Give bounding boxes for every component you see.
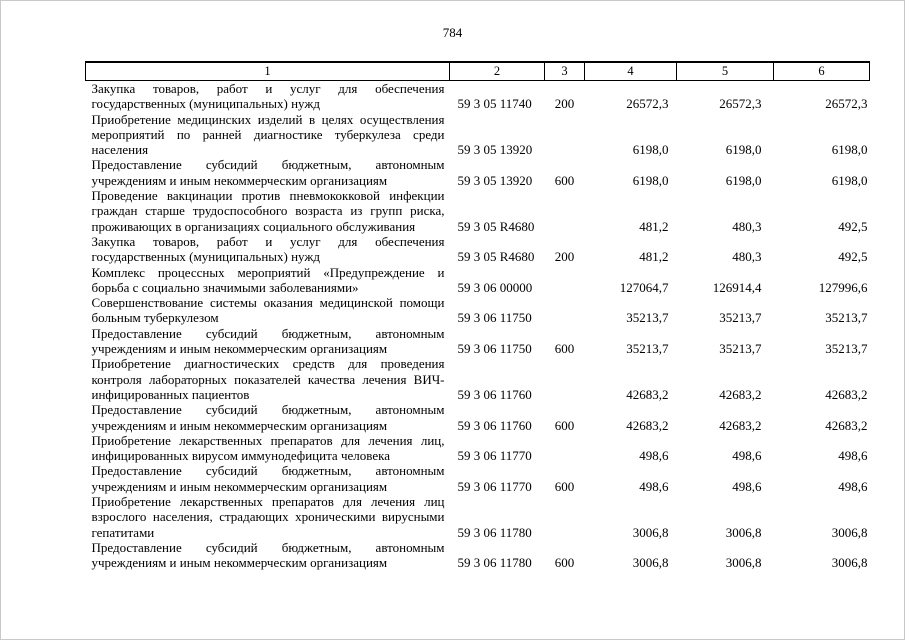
cell-budget-code: 59 3 05 11740 [457,96,532,112]
table-header [86,62,870,81]
table-body [86,81,870,571]
table-row [86,540,870,571]
cell-budget-code: 59 3 05 R4680 [457,218,535,234]
cell-amount-col4: 127064,7 [619,279,669,295]
cell-expense-type [545,112,585,158]
cell-amount-col4: 6198,0 [632,142,669,158]
column-header-4: 4 [585,62,677,81]
cell-description: Предоставление субсидий бюджетным, автономным учреждениям и иным некоммерческим организациям [91,539,445,571]
cell-amount-col5: 35213,7 [719,341,762,357]
cell-amount-col6: 3006,8 [831,524,868,540]
cell-amount-col4: 481,2 [639,249,669,265]
table-header-row [86,62,870,81]
cell-amount-col5: 498,6 [732,448,762,464]
cell-expense-type: 600 [554,341,575,357]
table-row [86,463,870,494]
cell-amount-col5: 498,6 [732,478,762,494]
cell-amount-col6: 6198,0 [831,172,868,188]
cell-budget-code: 59 3 06 11760 [457,386,532,402]
table-row [86,188,870,234]
cell-budget-code: 59 3 06 11780 [457,555,532,571]
cell-expense-type: 600 [554,172,575,188]
cell-amount-col6: 492,5 [838,218,868,234]
cell-amount-col5: 6198,0 [725,172,762,188]
cell-budget-code: 59 3 05 R4680 [457,249,535,265]
cell-amount-col4: 498,6 [639,478,669,494]
cell-budget-code: 59 3 06 11760 [457,417,532,433]
table-row [86,157,870,188]
cell-amount-col4: 6198,0 [632,172,669,188]
cell-amount-col6: 498,6 [838,478,868,494]
cell-amount-col4: 3006,8 [632,555,669,571]
table-row [86,81,870,112]
table-row [86,265,870,296]
cell-expense-type: 600 [554,478,575,494]
cell-amount-col5: 126914,4 [712,279,762,295]
cell-amount-col6: 492,5 [838,249,868,265]
cell-amount-col6: 3006,8 [831,555,868,571]
cell-amount-col4: 26572,3 [626,96,669,112]
cell-description: Приобретение лекарственных препаратов для лечения лиц взрослого населения, страдающих хроническими вирусными гепатитами [91,494,445,540]
cell-description: Проведение вакцинации против пневмококковой инфекции граждан старше трудоспособного возраста из групп риска, проживающих в организациях социального обслуживания [91,188,445,234]
cell-description: Предоставление субсидий бюджетным, автономным учреждениям и иным некоммерческим организациям [91,157,445,188]
cell-amount-col6: 6198,0 [831,142,868,158]
cell-budget-code: 59 3 06 11750 [457,310,532,326]
cell-amount-col4: 35213,7 [626,341,669,357]
cell-expense-type: 200 [554,249,575,265]
table-row [86,112,870,158]
cell-description: Комплекс процессных мероприятий «Предупреждение и борьба с социально значимыми заболеваниями» [91,264,445,295]
cell-amount-col5: 42683,2 [719,417,762,433]
cell-description: Предоставление субсидий бюджетным, автономным учреждениям и иным некоммерческим организациям [91,402,445,433]
cell-amount-col5: 480,3 [732,249,762,265]
table-row [86,402,870,433]
cell-amount-col4: 42683,2 [626,417,669,433]
column-header-6: 6 [774,62,870,81]
cell-amount-col6: 42683,2 [825,417,868,433]
cell-expense-type: 200 [554,96,575,112]
cell-expense-type [545,295,585,326]
cell-amount-col4: 498,6 [639,448,669,464]
column-header-1: 1 [86,62,450,81]
cell-budget-code: 59 3 06 11750 [457,341,532,357]
cell-description: Закупка товаров, работ и услуг для обеспечения государственных (муниципальных) нужд [91,233,445,265]
cell-amount-col6: 42683,2 [825,386,868,402]
cell-amount-col6: 26572,3 [825,96,868,112]
cell-description: Приобретение лекарственных препаратов для лечения лиц, инфицированных вирусом иммунодефицита человека [91,432,445,464]
column-header-2: 2 [450,62,545,81]
cell-amount-col5: 35213,7 [719,310,762,326]
column-header-5: 5 [677,62,774,81]
table-row [86,494,870,540]
table-row [86,234,870,265]
cell-amount-col4: 35213,7 [626,310,669,326]
cell-amount-col6: 35213,7 [825,341,868,357]
cell-budget-code: 59 3 06 11780 [457,524,532,540]
cell-expense-type [545,494,585,540]
cell-budget-code: 59 3 06 11770 [457,478,532,494]
budget-table [85,61,870,571]
cell-amount-col5: 3006,8 [725,555,762,571]
cell-description: Совершенствование системы оказания медицинской помощи больным туберкулезом [91,295,445,326]
cell-budget-code: 59 3 06 11770 [457,448,532,464]
cell-budget-code: 59 3 06 00000 [457,279,533,295]
cell-expense-type [545,265,585,296]
cell-expense-type [545,188,585,234]
cell-description: Приобретение медицинских изделий в целях осуществления мероприятий по ранней диагностике туберкулеза среди населения [91,111,445,158]
table-row [86,356,870,402]
cell-expense-type [545,356,585,402]
cell-budget-code: 59 3 05 13920 [457,142,533,158]
cell-description: Предоставление субсидий бюджетным, автономным учреждениям и иным некоммерческим организациям [91,325,445,357]
cell-description: Закупка товаров, работ и услуг для обеспечения государственных (муниципальных) нужд [91,81,445,112]
cell-amount-col5: 3006,8 [725,524,762,540]
cell-amount-col5: 26572,3 [719,96,762,112]
cell-amount-col4: 42683,2 [626,386,669,402]
cell-description: Приобретение диагностических средств для проведения контроля лабораторных показателей качества лечения ВИЧ-инфицированных пациентов [91,356,445,402]
table-row [86,326,870,357]
page-number: 784 [442,25,463,40]
cell-expense-type [545,433,585,464]
cell-expense-type: 600 [554,555,575,571]
cell-amount-col5: 6198,0 [725,142,762,158]
cell-amount-col6: 127996,6 [818,279,868,295]
cell-budget-code: 59 3 05 13920 [457,172,533,188]
cell-amount-col5: 42683,2 [719,386,762,402]
cell-amount-col6: 35213,7 [825,310,868,326]
cell-amount-col6: 498,6 [838,448,868,464]
cell-description: Предоставление субсидий бюджетным, автономным учреждениям и иным некоммерческим организациям [91,463,445,494]
cell-amount-col5: 480,3 [732,218,762,234]
table-row [86,295,870,326]
column-header-3: 3 [545,62,585,81]
cell-amount-col4: 3006,8 [632,524,669,540]
cell-amount-col4: 481,2 [639,218,669,234]
cell-expense-type: 600 [554,417,575,433]
table-row [86,433,870,464]
